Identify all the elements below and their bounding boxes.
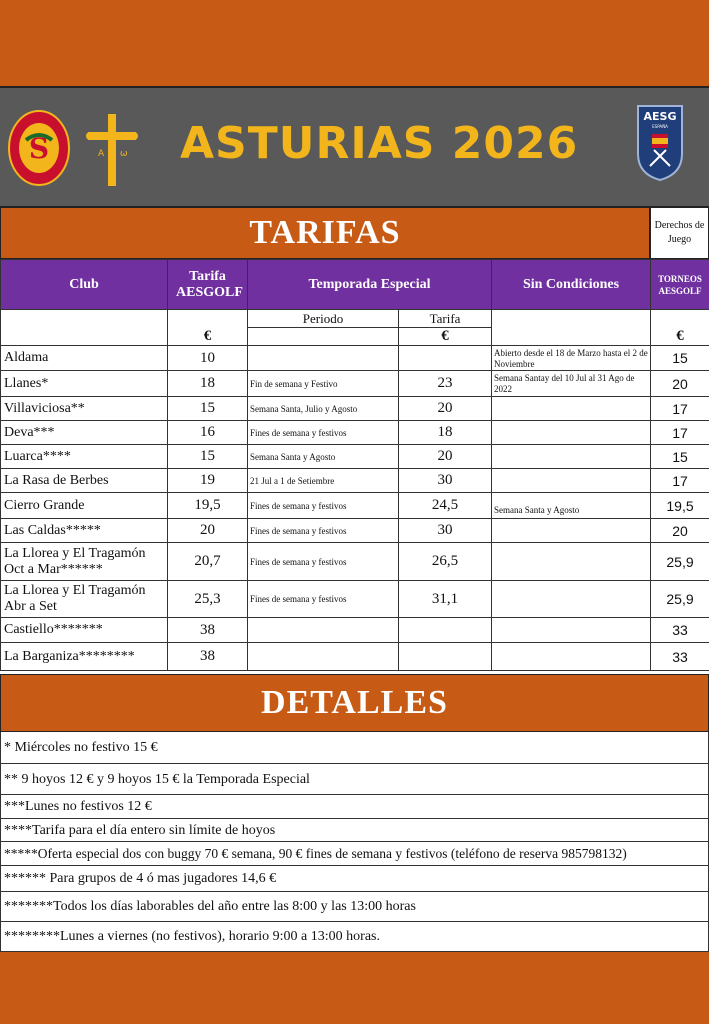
col-temporada: Temporada Especial [248, 260, 492, 310]
club-name: La Llorea y El Tragamón Oct a Mar****** [1, 543, 168, 581]
currency-row [1, 328, 709, 346]
table-row [1, 581, 709, 618]
sin-condiciones-text: Semana Santay del 10 Jul al 31 Ago de 2022 [492, 371, 651, 397]
torneos-value: 15 [651, 445, 709, 469]
tarifa-value: 15 [168, 445, 248, 469]
torneos-value: 20 [651, 371, 709, 397]
sin-condiciones-text [492, 397, 651, 421]
tarifa-especial-value: 18 [399, 421, 492, 445]
torneos-value: 25,9 [651, 543, 709, 581]
aesg-shield-logo [636, 104, 684, 182]
tarifa-especial-value: 23 [399, 371, 492, 397]
table-row [1, 543, 709, 581]
table-row [1, 421, 709, 445]
sin-condiciones-text: Abierto desde el 18 de Marzo hasta el 2 de Noviembre [492, 346, 651, 371]
sin-condiciones-text [492, 469, 651, 493]
svg-text:S: S [28, 132, 50, 165]
sin-condiciones-text [492, 445, 651, 469]
club-name: La Barganiza******** [1, 643, 168, 671]
sin-condiciones-text [492, 581, 651, 618]
col-periodo: Periodo [248, 310, 399, 328]
col-tarifa: Tarifa AESGOLF [168, 260, 248, 310]
tarifas-heading: TARIFAS [249, 214, 401, 251]
subheader-row [1, 310, 709, 328]
table-row [1, 469, 709, 493]
tarifa-value: 15 [168, 397, 248, 421]
euro-tarifa: € [168, 328, 248, 346]
detalle-line: * Miércoles no festivo 15 € [0, 732, 709, 764]
sin-condiciones-text [492, 421, 651, 445]
detalle-line: ***Lunes no festivos 12 € [0, 795, 709, 819]
tarifa-value: 19,5 [168, 493, 248, 519]
club-name: Castiello******* [1, 618, 168, 643]
club-name: Llanes* [1, 371, 168, 397]
table-row [1, 445, 709, 469]
detalle-line: ****** Para grupos de 4 ó mas jugadores 14,6 € [0, 866, 709, 892]
table-body [1, 346, 709, 671]
torneos-value: 25,9 [651, 581, 709, 618]
torneos-value: 20 [651, 519, 709, 543]
tarifas-heading-bar [0, 207, 650, 259]
torneos-value: 33 [651, 618, 709, 643]
club-name: Cierro Grande [1, 493, 168, 519]
tarifa-especial-value [399, 346, 492, 371]
tarifa-especial-value: 24,5 [399, 493, 492, 519]
table-row [1, 519, 709, 543]
detalle-line: ********Lunes a viernes (no festivos), horario 9:00 a 13:00 horas. [0, 922, 709, 952]
tarifa-value: 38 [168, 618, 248, 643]
tarifa-especial-value: 30 [399, 469, 492, 493]
table-row [1, 618, 709, 643]
tarifa-value: 25,3 [168, 581, 248, 618]
periodo-text: Fines de semana y festivos [248, 543, 399, 581]
periodo-text: Semana Santa, Julio y Agosto [248, 397, 399, 421]
tarifa-value: 10 [168, 346, 248, 371]
periodo-text [248, 643, 399, 671]
aesg-damas-logo [8, 110, 70, 186]
tarifa-value: 18 [168, 371, 248, 397]
tarifa-especial-value: 30 [399, 519, 492, 543]
tarifa-value: 20 [168, 519, 248, 543]
tarifa-especial-value [399, 643, 492, 671]
club-name: Deva*** [1, 421, 168, 445]
torneos-value: 33 [651, 643, 709, 671]
col-club: Club [1, 260, 168, 310]
club-name: Las Caldas***** [1, 519, 168, 543]
tarifa-especial-value: 31,1 [399, 581, 492, 618]
torneos-value: 17 [651, 397, 709, 421]
table-row [1, 493, 709, 519]
periodo-text: Fines de semana y festivos [248, 519, 399, 543]
col-tarifa-especial: Tarifa [399, 310, 492, 328]
tarifa-especial-value: 26,5 [399, 543, 492, 581]
tarifa-especial-value: 20 [399, 445, 492, 469]
club-name: La Rasa de Berbes [1, 469, 168, 493]
euro-torneos: € [651, 328, 709, 346]
cross-alpha: A [98, 149, 105, 159]
col-sin-condiciones: Sin Condiciones [492, 260, 651, 310]
table-header-row [1, 260, 709, 310]
club-name: La Llorea y El Tragamón Abr a Set [1, 581, 168, 618]
sin-condiciones-text [492, 543, 651, 581]
tarifa-value: 38 [168, 643, 248, 671]
tarifa-value: 20,7 [168, 543, 248, 581]
detalle-line: ** 9 hoyos 12 € y 9 hoyos 15 € la Temporada Especial [0, 764, 709, 795]
periodo-text: Fines de semana y festivos [248, 421, 399, 445]
cross-omega: ω [120, 149, 128, 159]
sin-condiciones-text [492, 519, 651, 543]
tarifa-value: 19 [168, 469, 248, 493]
detalle-line: *******Todos los días laborables del año entre las 8:00 y las 13:00 horas [0, 892, 709, 922]
periodo-text: Fines de semana y festivos [248, 493, 399, 519]
detalle-line: *****Oferta especial dos con buggy 70 € semana, 90 € fines de semana y festivos (teléfono de reserva 985798132) [0, 842, 709, 866]
detalles-heading-bar [0, 674, 709, 732]
torneos-value: 19,5 [651, 493, 709, 519]
derechos-de-juego-label: Derechos de Juego [650, 207, 709, 259]
periodo-text [248, 618, 399, 643]
tarifa-especial-value: 20 [399, 397, 492, 421]
asturias-cross-icon [84, 112, 140, 188]
tarifas-table [0, 259, 709, 671]
periodo-text: 21 Jul a 1 de Setiembre [248, 469, 399, 493]
periodo-text: Fines de semana y festivos [248, 581, 399, 618]
torneos-value: 17 [651, 469, 709, 493]
aesg-logo-sub: ESPAÑA [652, 124, 668, 129]
table-row [1, 643, 709, 671]
detalles-heading: DETALLES [261, 684, 448, 721]
sin-condiciones-text [492, 643, 651, 671]
club-name: Villaviciosa** [1, 397, 168, 421]
torneos-value: 15 [651, 346, 709, 371]
table-row [1, 397, 709, 421]
aesg-logo-text: AESG [643, 110, 677, 123]
top-band [0, 0, 709, 86]
page-title: ASTURIAS 2026 [180, 118, 579, 169]
euro-tarifa-especial: € [399, 328, 492, 346]
periodo-text: Fin de semana y Festivo [248, 371, 399, 397]
sin-condiciones-text: Semana Santa y Agosto [492, 493, 651, 519]
table-row [1, 371, 709, 397]
club-name: Luarca**** [1, 445, 168, 469]
sin-condiciones-text [492, 618, 651, 643]
tarifa-value: 16 [168, 421, 248, 445]
detalle-line: ****Tarifa para el día entero sin límite de hoyos [0, 819, 709, 842]
header-banner [0, 86, 709, 207]
periodo-text: Semana Santa y Agosto [248, 445, 399, 469]
col-torneos: TORNEOS AESGOLF [651, 260, 709, 310]
tarifa-especial-value [399, 618, 492, 643]
periodo-text [248, 346, 399, 371]
torneos-value: 17 [651, 421, 709, 445]
table-row [1, 346, 709, 371]
club-name: Aldama [1, 346, 168, 371]
